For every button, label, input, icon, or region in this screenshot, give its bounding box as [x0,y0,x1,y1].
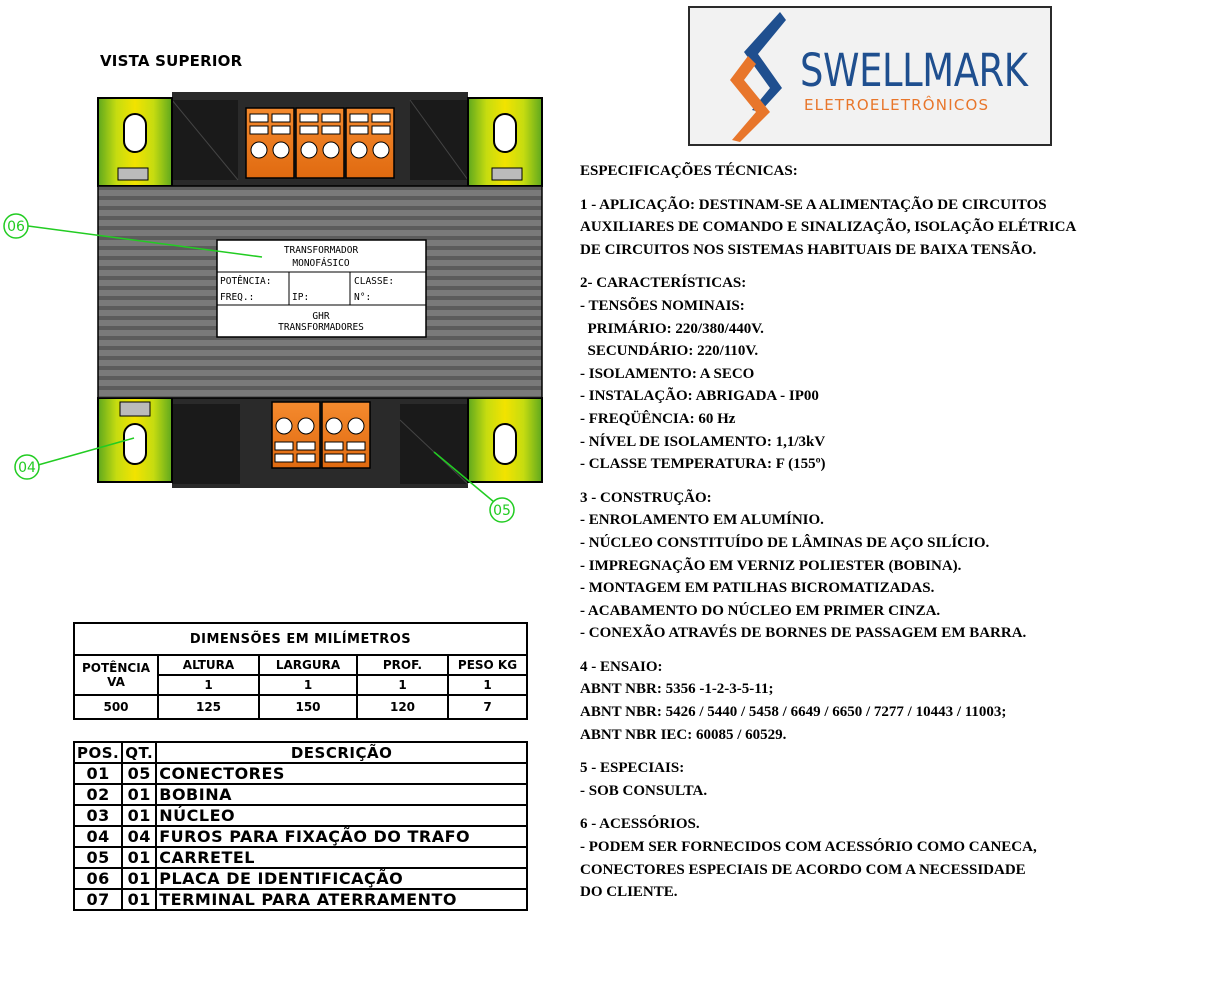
description-cell: CONECTORES [156,763,527,784]
header-qt: QT. [122,742,156,763]
altura-value: 125 [158,695,259,719]
qt-cell: 01 [122,805,156,826]
potencia-header: POTÊNCIA VA [74,655,158,695]
spec-line: ABNT NBR: 5356 -1-2-3-5-11; [580,681,774,698]
logo-name: SWELLMARK [800,44,1028,97]
qt-cell: 05 [122,763,156,784]
spec-line: SECUNDÁRIO: 220/110V. [580,343,759,360]
spec-line: 1 - APLICAÇÃO: DESTINAM-SE A ALIMENTAÇÃO DE CIRCUITOS [580,196,1047,213]
spec-line: DO CLIENTE. [580,884,678,901]
spec-heading: ESPECIFICAÇÕES TÉCNICAS: [580,163,798,179]
spec-line: - ENROLAMENTO EM ALUMÍNIO. [580,512,824,529]
pos-cell: 03 [74,805,122,826]
description-cell: TERMINAL PARA ATERRAMENTO [156,889,527,910]
spec-line: 6 - ACESSÓRIOS. [580,816,700,833]
view-title: VISTA SUPERIOR [100,52,243,70]
peso-value: 7 [448,695,527,719]
table-row [74,889,527,910]
spec-line: DE CIRCUITOS NOS SISTEMAS HABITUAIS DE BAIXA TENSÃO. [580,241,1037,258]
pos-cell: 07 [74,889,122,910]
svg-text:06: 06 [7,219,25,235]
pos-cell: 01 [74,763,122,784]
pos-cell: 05 [74,847,122,868]
plate-ip: IP: [292,292,310,303]
col-largura: LARGURA [259,655,357,675]
mounting-hole-icon [494,424,516,464]
mounting-bracket-top-left [98,98,172,186]
plate-title-2: MONOFÁSICO [292,258,350,269]
spec-line: 3 - CONSTRUÇÃO: [580,489,712,506]
table-row [74,868,527,889]
pos-cell: 02 [74,784,122,805]
plate-title-1: TRANSFORMADOR [283,245,359,256]
qt-cell: 01 [122,868,156,889]
qt-cell: 01 [122,847,156,868]
swellmark-logo-icon [718,8,798,146]
plate-classe: CLASSE: [354,276,395,287]
spec-line: - INSTALAÇÃO: ABRIGADA - IP00 [580,388,819,405]
tolerance-cell: 1 [158,675,259,695]
spec-line: 2- CARACTERÍSTICAS: [580,275,747,292]
description-cell: NÚCLEO [156,805,527,826]
spec-line: - MONTAGEM EM PATILHAS BICROMATIZADAS. [580,580,935,597]
pos-cell: 04 [74,826,122,847]
svg-text:04: 04 [18,460,36,476]
logo-subtitle: ELETROELETRÔNICOS [804,96,990,114]
mounting-bracket-bottom-left [98,398,172,482]
spec-line: 5 - ESPECIAIS: [580,760,685,777]
svg-text:05: 05 [493,503,511,519]
technical-specifications [580,160,1210,904]
description-cell: FUROS PARA FIXAÇÃO DO TRAFO [156,826,527,847]
transformer-drawing [0,0,560,560]
mounting-hole-icon [124,114,146,152]
spec-line: AUXILIARES DE COMANDO E SINALIZAÇÃO, ISOLAÇÃO ELÉTRICA [580,219,1077,236]
spec-line: - SOB CONSULTA. [580,782,708,799]
spec-line: 4 - ENSAIO: [580,658,663,675]
col-altura: ALTURA [158,655,259,675]
connector-block-top [246,108,394,178]
spec-line: CONECTORES ESPECIAIS DE ACORDO COM A NECESSIDADE [580,861,1026,878]
header-descricao: DESCRIÇÃO [156,742,527,763]
plate-maker-2: TRANSFORMADORES [278,322,364,333]
header-pos: POS. [74,742,122,763]
spec-line: - ISOLAMENTO: A SECO [580,365,755,382]
spec-line: - IMPREGNAÇÃO EM VERNIZ POLIESTER (BOBINA). [580,557,962,574]
description-cell: CARRETEL [156,847,527,868]
table-row [74,805,527,826]
dimensions-title: DIMENSÕES EM MILÍMETROS [74,623,527,655]
largura-value: 150 [259,695,357,719]
mounting-bracket-bottom-right [468,398,542,482]
spec-line: ABNT NBR: 5426 / 5440 / 5458 / 6649 / 6650 / 7277 / 10443 / 11003; [580,704,1007,721]
spec-line: ABNT NBR IEC: 60085 / 60529. [580,726,787,743]
ground-terminal-icon [120,402,150,416]
spec-line: PRIMÁRIO: 220/380/440V. [580,320,764,337]
table-row [74,784,527,805]
spec-line: - PODEM SER FORNECIDOS COM ACESSÓRIO COMO CANECA, [580,839,1037,856]
mounting-hole-icon [124,424,146,464]
spec-line: - NÚCLEO CONSTITUÍDO DE LÂMINAS DE AÇO SILÍCIO. [580,534,990,551]
potencia-value: 500 [74,695,158,719]
col-peso: PESO KG [448,655,527,675]
table-row [74,826,527,847]
mounting-bracket-top-right [468,98,542,186]
description-cell: BOBINA [156,784,527,805]
table-row [74,847,527,868]
table-row [74,763,527,784]
spec-line: - CLASSE TEMPERATURA: F (155º) [580,456,826,473]
prof-value: 120 [357,695,448,719]
plate-numero: N°: [354,292,372,303]
description-cell: PLACA DE IDENTIFICAÇÃO [156,868,527,889]
qt-cell: 01 [122,784,156,805]
dimensions-table [73,622,528,720]
tolerance-cell: 1 [259,675,357,695]
pos-cell: 06 [74,868,122,889]
tolerance-cell: 1 [448,675,527,695]
spec-line: - CONEXÃO ATRAVÉS DE BORNES DE PASSAGEM EM BARRA. [580,625,1027,642]
spec-line: - ACABAMENTO DO NÚCLEO EM PRIMER CINZA. [580,602,941,619]
plate-maker-1: GHR [312,311,330,322]
mounting-hole-icon [494,114,516,152]
qt-cell: 01 [122,889,156,910]
plate-freq: FREQ.: [220,292,255,303]
col-prof: PROF. [357,655,448,675]
spec-line: - FREQÜÊNCIA: 60 Hz [580,410,736,427]
plate-potencia: POTÊNCIA: [220,276,272,287]
spec-line: - TENSÕES NOMINAIS: [580,297,745,314]
tolerance-cell: 1 [357,675,448,695]
qt-cell: 04 [122,826,156,847]
spec-line: - NÍVEL DE ISOLAMENTO: 1,1/3kV [580,433,826,450]
parts-table [73,741,528,911]
